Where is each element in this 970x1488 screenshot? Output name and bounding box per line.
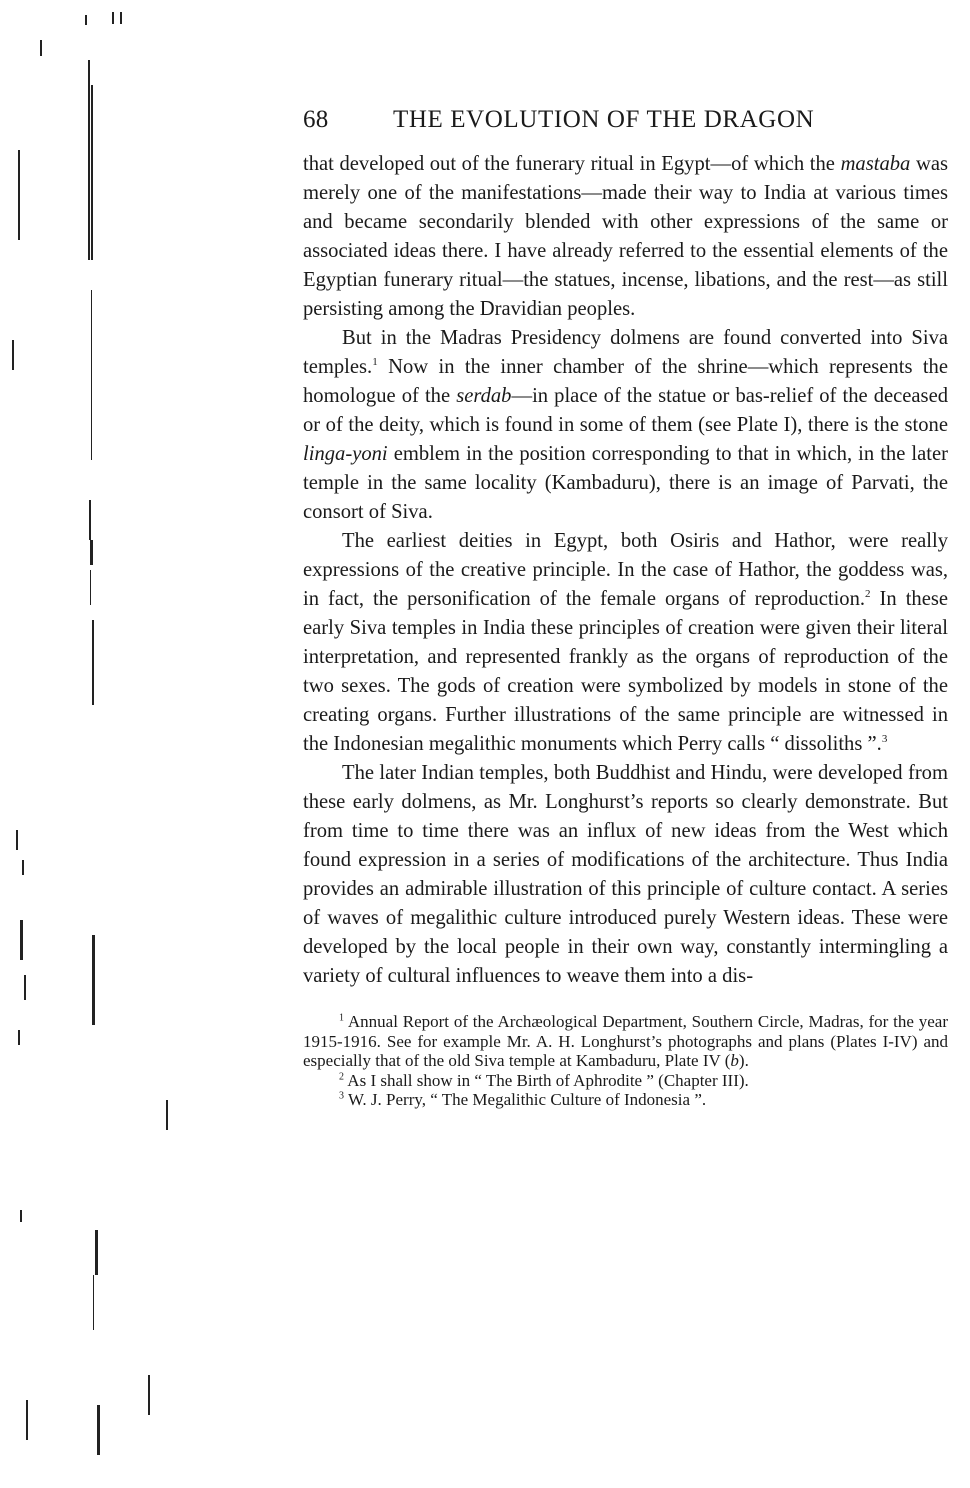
footnote: [303, 1090, 948, 1110]
running-head: [303, 100, 948, 140]
footnote-number: 2: [339, 1070, 344, 1082]
footnote-marker: 1: [372, 356, 378, 369]
footnote-marker: 2: [865, 588, 871, 601]
text-run: W. J. Perry, “ The Megalithic Culture of Indonesia ”.: [344, 1090, 707, 1109]
text-run: Annual Report of the Archæological Department, Southern Circle, Madras, for the year 1915-1916. See for example Mr. A. H. Longhurst’s photographs and plans (Plates I-IV) and especially that of the old Siva temple at Kambaduru, Plate IV (: [303, 1012, 948, 1070]
book-page: [303, 100, 948, 1110]
footnote-number: 1: [339, 1012, 344, 1024]
paragraph: [303, 527, 948, 759]
italic-term: b: [730, 1051, 739, 1070]
italic-term: mastaba: [840, 153, 911, 175]
text-run: that developed out of the funerary ritual in Egypt—of which the: [303, 153, 841, 175]
italic-term: serdab: [456, 385, 512, 407]
paragraph: [303, 759, 948, 991]
paragraph: [303, 150, 948, 324]
text-run: emblem in the position corresponding to that in which, in the later temple in the same locality (Kambaduru), there is an image of Parvati, the consort of Siva.: [303, 443, 948, 523]
text-run: The earliest deities in Egypt, both Osiris and Hathor, were really expressions of the creative principle. In the case of Hathor, the goddess was, in fact, the personification of the female organs of reproduction.: [303, 530, 948, 610]
text-run: As I shall show in “ The Birth of Aphrodite ” (Chapter III).: [344, 1070, 749, 1090]
footnote: [303, 1071, 948, 1091]
footnotes: [303, 1012, 948, 1110]
text-run: was merely one of the manifestations—made their way to India at various times and became secondarily blended with other expressions of the same or associated ideas there. I have already referred to the essential elements of the Egyptian funerary ritual—the statues, incense, libations, and the rest—as still persisting among the Dravidian peoples.: [303, 153, 949, 320]
text-run: The later Indian temples, both Buddhist and Hindu, were developed from these early dolmens, as Mr. Longhurst’s reports so clearly demonstrate. But from time to time there was an influx of new ideas from the West which found expression in a series of modifications of the architecture. Thus India provides an admirable illustration of this principle of culture contact. A series of waves of megalithic culture introduced purely Western ideas. These were developed by the local people in their own way, constantly intermingling a variety of cultural influences to weave them into a dis-: [303, 762, 948, 987]
text-run: ).: [738, 1051, 749, 1070]
footnote-number: 3: [339, 1090, 344, 1102]
running-title: THE EVOLUTION OF THE DRAGON: [393, 106, 815, 133]
footnote-marker: 3: [881, 733, 888, 746]
italic-term: linga-yoni: [303, 443, 388, 465]
body-text: [303, 150, 948, 991]
text-run: Now in the inner chamber of the shrine—which represents the homologue of the: [303, 356, 948, 407]
page-number: 68: [303, 106, 329, 133]
paragraph: [303, 324, 948, 527]
text-run: But in the Madras Presidency dolmens are found converted into Siva temples.: [303, 327, 948, 378]
text-run: —in place of the statue or bas-relief of the deceased or of the deity, which is found in some of them (see Plate I), there is the stone: [303, 385, 949, 436]
footnote: [303, 1012, 948, 1071]
text-run: In these early Siva temples in India these principles of creation were given their literal interpretation, and represented frankly as the organs of reproduction of the two sexes. The gods of creation were symbolized by models in stone of the creating organs. Further illustrations of the same principle are witnessed in the Indonesian megalithic monuments which Perry calls “ dissoliths ”.: [303, 588, 949, 755]
